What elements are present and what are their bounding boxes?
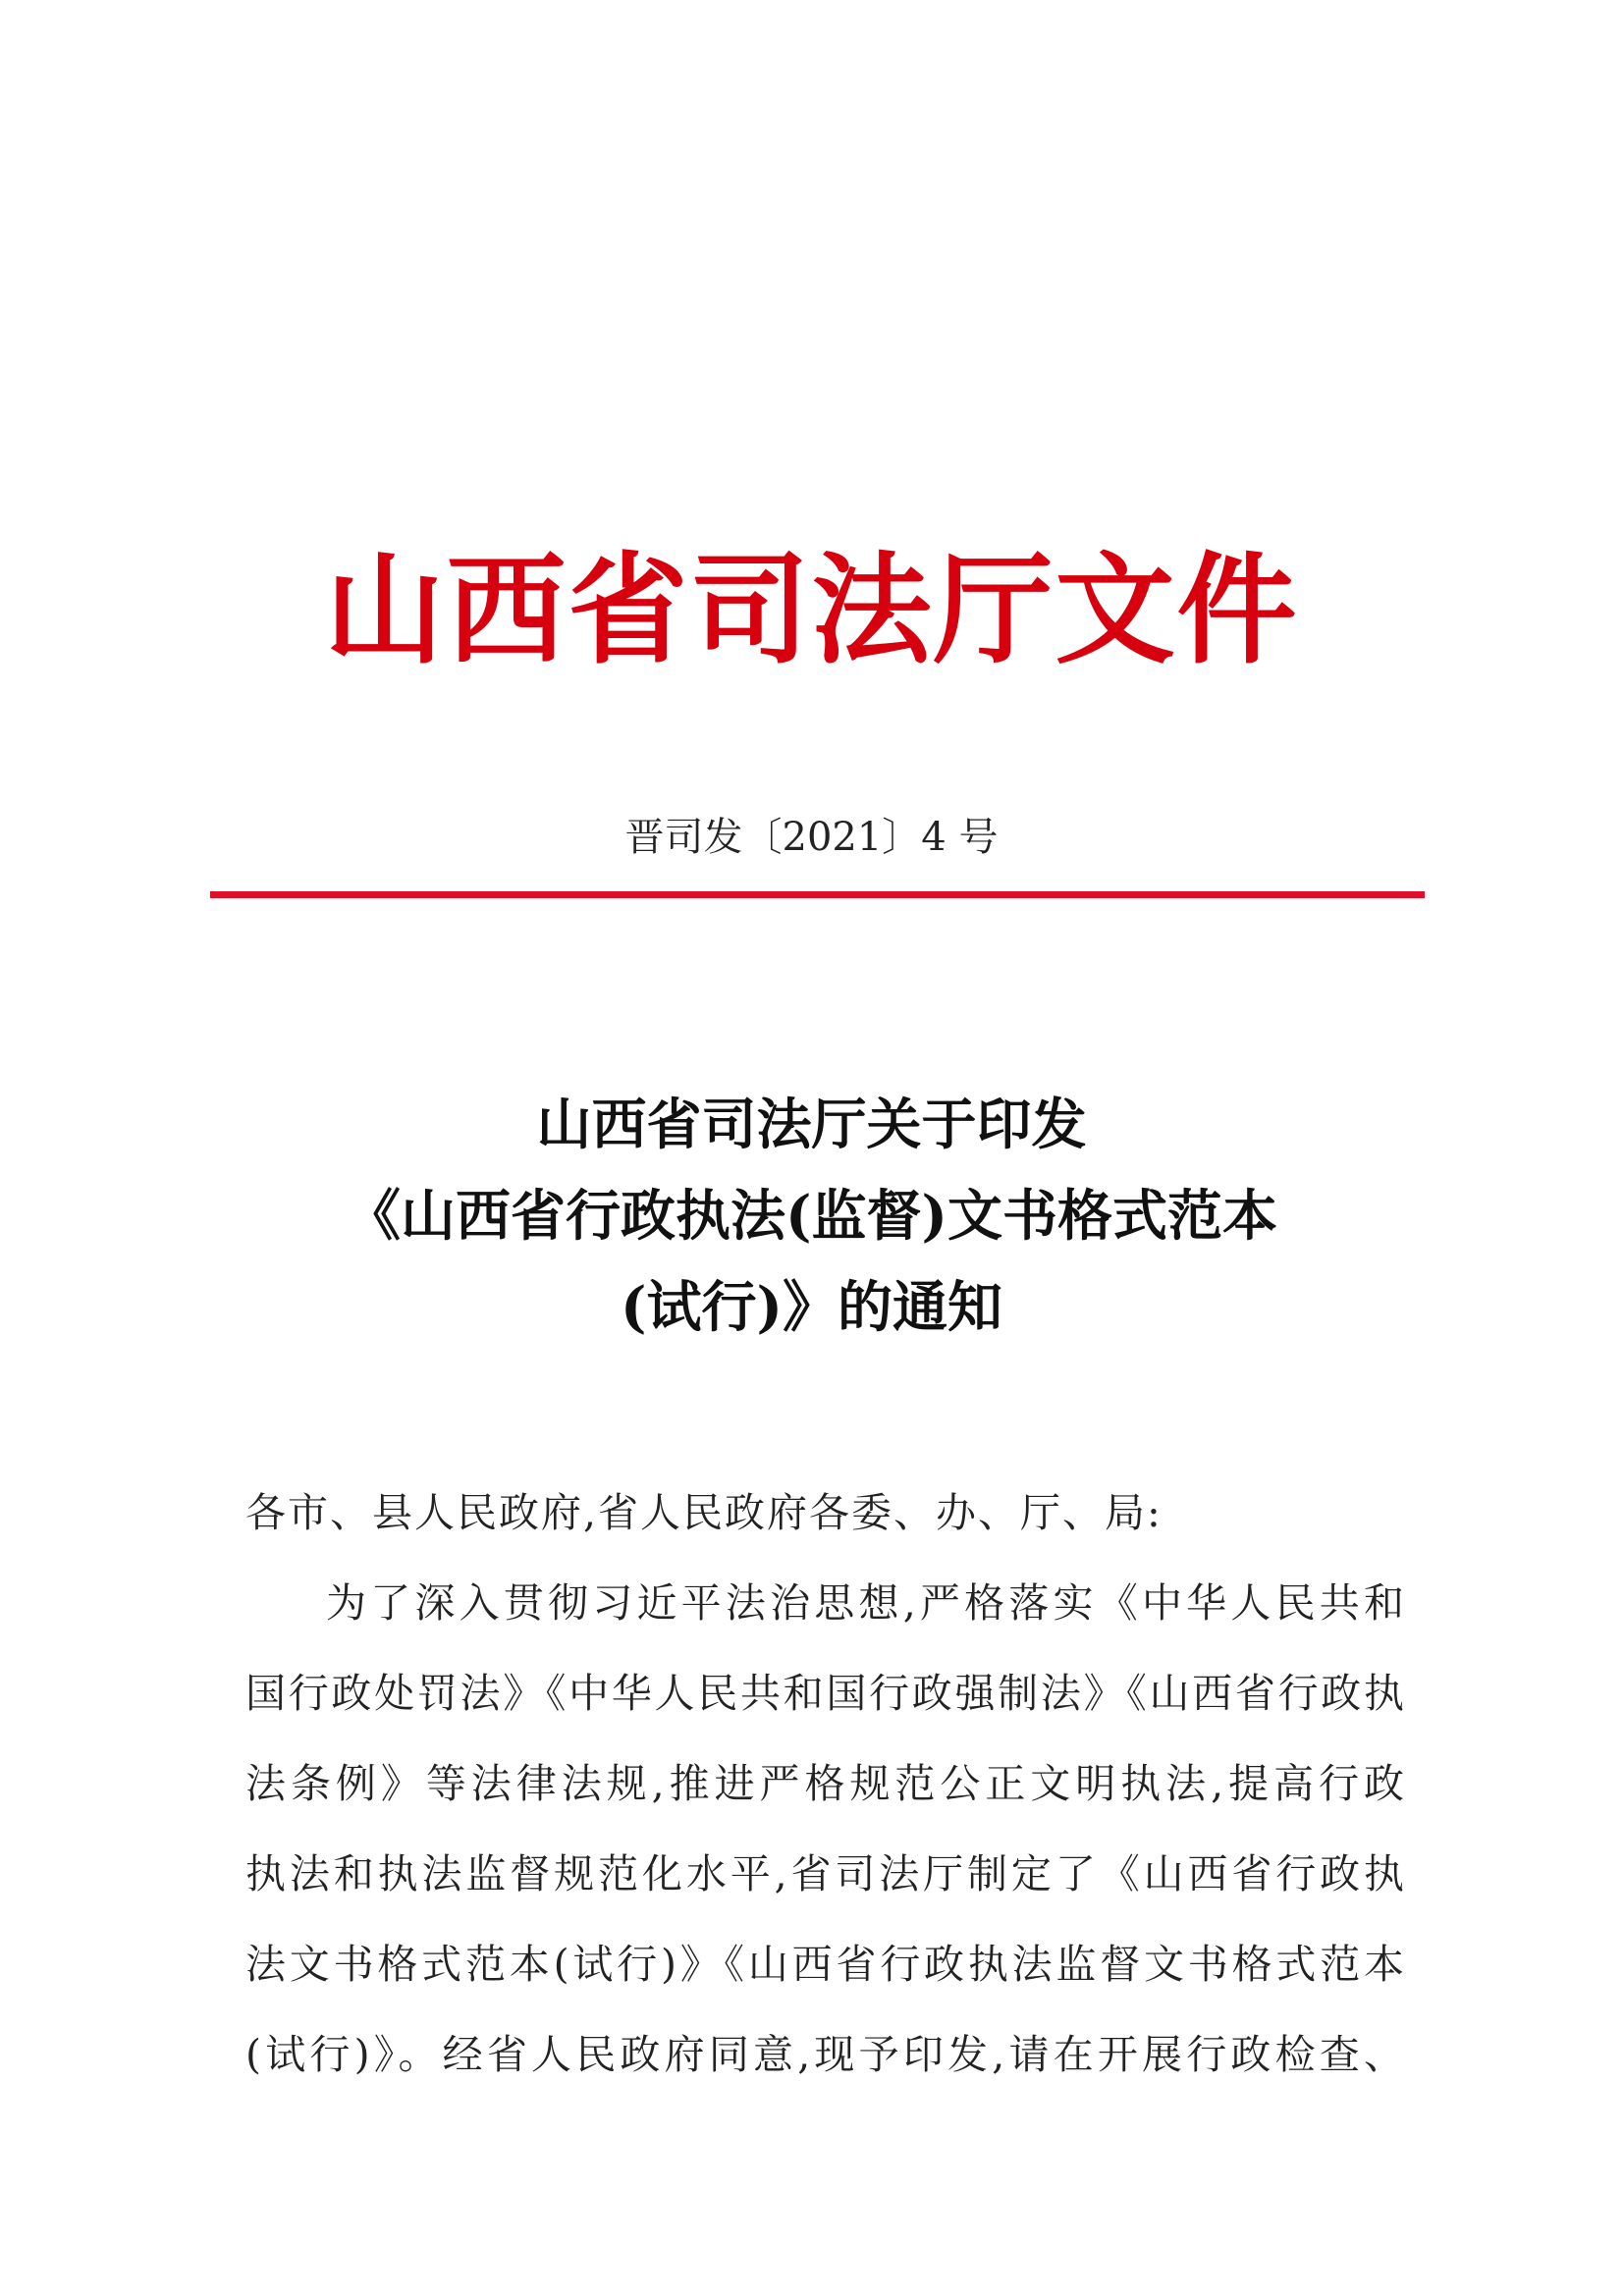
body-line-3: 法条例》等法律法规,推进严格规范公正文明执法,提高行政 [245, 1760, 1404, 1807]
title-line-1: 山西省司法厅关于印发 [536, 1093, 1087, 1157]
document-number: 晋司发〔2021〕4 号 [624, 815, 999, 860]
notice-body [245, 1468, 1404, 2100]
body-line-1: 为了深入贯彻习近平法治思想,严格落实《中华人民共和 [326, 1579, 1404, 1627]
title-line-3: (试行)》的通知 [621, 1275, 1002, 1340]
salutation: 各市、县人民政府,省人民政府各委、办、厅、局: [245, 1489, 1163, 1536]
masthead-title: 山西省司法厅文件 [324, 539, 1299, 680]
body-line-5: 法文书格式范本(试行)》《山西省行政执法监督文书格式范本 [245, 1941, 1404, 1988]
body-line-6: (试行)》。经省人民政府同意,现予印发,请在开展行政检查、 [245, 2031, 1404, 2078]
red-divider-rule [210, 891, 1425, 898]
body-line-4: 执法和执法监督规范化水平,省司法厅制定了《山西省行政执 [245, 1850, 1404, 1897]
notice-title [0, 1080, 1623, 1354]
body-line-2: 国行政处罚法》《中华人民共和国行政强制法》《山西省行政执 [245, 1670, 1404, 1717]
title-line-2: 《山西省行政执法(监督)文书格式范本 [346, 1184, 1277, 1249]
